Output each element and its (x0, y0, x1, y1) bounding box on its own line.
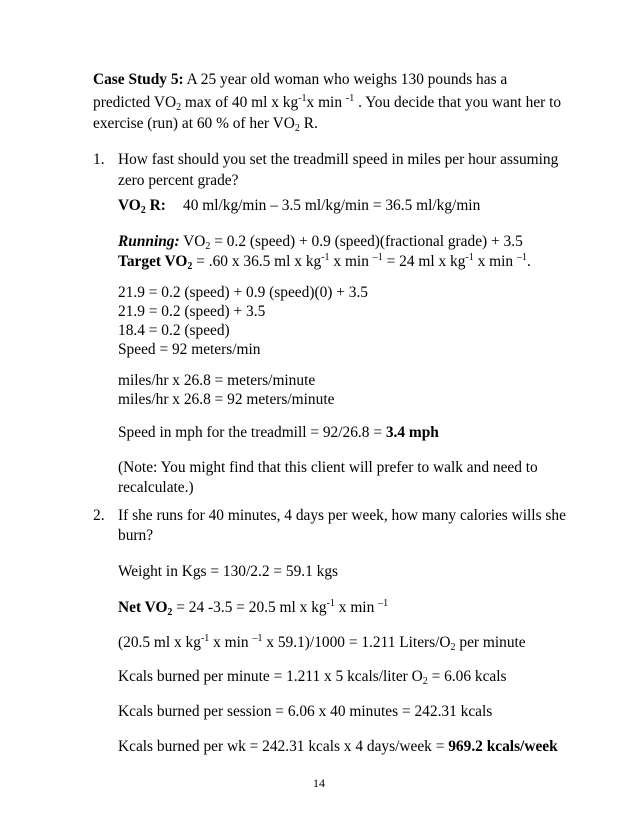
liters-text: x 59.1)/1000 = 1.211 Liters/O (262, 634, 451, 651)
superscript: -1 (321, 252, 330, 263)
target-text: x min (329, 253, 373, 270)
target-text: x min (473, 253, 517, 270)
case-text: x min (306, 94, 346, 111)
running-label: Running: (118, 233, 180, 250)
label-text: VO (118, 197, 141, 214)
superscript: -1 (298, 93, 307, 104)
net-vo2-line (118, 598, 388, 618)
running-line (118, 232, 523, 252)
vo2r-label (118, 197, 166, 214)
case-intro-line-1 (93, 70, 507, 90)
case-text: predicted VO (93, 94, 177, 111)
kcal-session-line: Kcals burned per session = 6.06 x 40 minutes = 242.31 kcals (118, 703, 493, 720)
subscript: 2 (187, 261, 193, 272)
case-intro-text: A 25 year old woman who weighs 130 pounds has a (183, 71, 508, 88)
kcal-text: = 6.06 kcals (427, 668, 507, 685)
subscript: 2 (205, 241, 211, 252)
superscript: –1 (516, 252, 527, 263)
calc-line-3: 18.4 = 0.2 (speed) (118, 322, 230, 339)
q1-number: 1. (93, 151, 105, 168)
weight-line: Weight in Kgs = 130/2.2 = 59.1 kgs (118, 563, 339, 580)
target-line (118, 252, 531, 272)
running-text: VO (179, 233, 206, 250)
calc-line-2: 21.9 = 0.2 (speed) + 3.5 (118, 303, 266, 320)
kcal-text: Kcals burned per minute = 1.211 x 5 kcals/liter O (118, 668, 423, 685)
superscript: –1 (378, 598, 389, 609)
note-line-2: recalculate.) (118, 479, 194, 496)
case-intro-line-3 (93, 114, 318, 134)
target-text: = .60 x 36.5 ml x kg (192, 253, 322, 270)
calc-line-1: 21.9 = 0.2 (speed) + 0.9 (speed)(0) + 3.5 (118, 284, 369, 301)
subscript: 2 (450, 642, 456, 653)
case-label: Case Study 5: (93, 71, 184, 88)
subscript: 2 (422, 676, 428, 687)
q1-text-line-2: zero percent grade? (118, 172, 239, 189)
subscript: 2 (176, 102, 182, 113)
target-label (118, 253, 192, 270)
superscript: -1 (200, 633, 210, 644)
liters-text: (20.5 ml x kg (118, 634, 201, 651)
target-text: . (526, 253, 531, 270)
speed-answer: 3.4 mph (385, 424, 439, 441)
net-text: = 24 -3.5 = 20.5 ml x kg (172, 599, 327, 616)
liters-text: x min (209, 634, 253, 651)
case-text: . You decide that you want her to (354, 94, 562, 111)
case-text: exercise (run) at 60 % of her VO (93, 115, 295, 132)
case-text: max of 40 ml x kg (181, 94, 299, 111)
note-line-1: (Note: You might find that this client will prefer to walk and need to (118, 459, 538, 476)
vo2r-value: 40 ml/kg/min – 3.5 ml/kg/min = 36.5 ml/kg/min (183, 197, 481, 214)
case-text: R. (299, 115, 318, 132)
running-text: = 0.2 (speed) + 0.9 (speed)(fractional grade) + 3.5 (210, 233, 523, 250)
liters-text: per minute (455, 634, 526, 651)
conv-line-1: miles/hr x 26.8 = meters/minute (118, 372, 316, 389)
conv-line-2: miles/hr x 26.8 = 92 meters/minute (118, 391, 335, 408)
speed-text: Speed in mph for the treadmill = 92/26.8 = (118, 424, 386, 441)
case-intro-line-2 (93, 93, 561, 113)
liters-line (118, 633, 526, 653)
q2-text-line-2: burn? (118, 527, 154, 544)
net-text: x min (334, 599, 379, 616)
superscript: -1 (465, 252, 474, 263)
kcal-text: Kcals burned per wk = 242.31 kcals x 4 days/week = (118, 738, 449, 755)
q2-text-line-1: If she runs for 40 minutes, 4 days per week, how many calories wills she (118, 507, 566, 524)
speed-line (118, 423, 439, 443)
q2-number: 2. (93, 507, 105, 524)
label-text: Net VO (118, 599, 168, 616)
page-number: 14 (313, 776, 325, 790)
superscript: –1 (252, 633, 263, 644)
q1-text-line-1: How fast should you set the treadmill speed in miles per hour assuming (118, 151, 559, 168)
subscript: 2 (140, 205, 146, 216)
kcal-week-line (118, 737, 558, 757)
superscript: –1 (372, 252, 383, 263)
vo2r-line (118, 196, 166, 216)
superscript: -1 (326, 598, 335, 609)
subscript: 2 (294, 123, 300, 134)
net-vo2-label (118, 599, 172, 616)
label-text: R: (145, 197, 166, 214)
target-text: = 24 ml x kg (382, 253, 466, 270)
calc-line-4: Speed = 92 meters/min (118, 341, 261, 358)
label-text: Target VO (118, 253, 188, 270)
superscript: -1 (345, 93, 355, 104)
kcal-minute-line (118, 667, 507, 687)
subscript: 2 (167, 607, 173, 618)
kcal-week-answer: 969.2 kcals/week (448, 738, 558, 755)
